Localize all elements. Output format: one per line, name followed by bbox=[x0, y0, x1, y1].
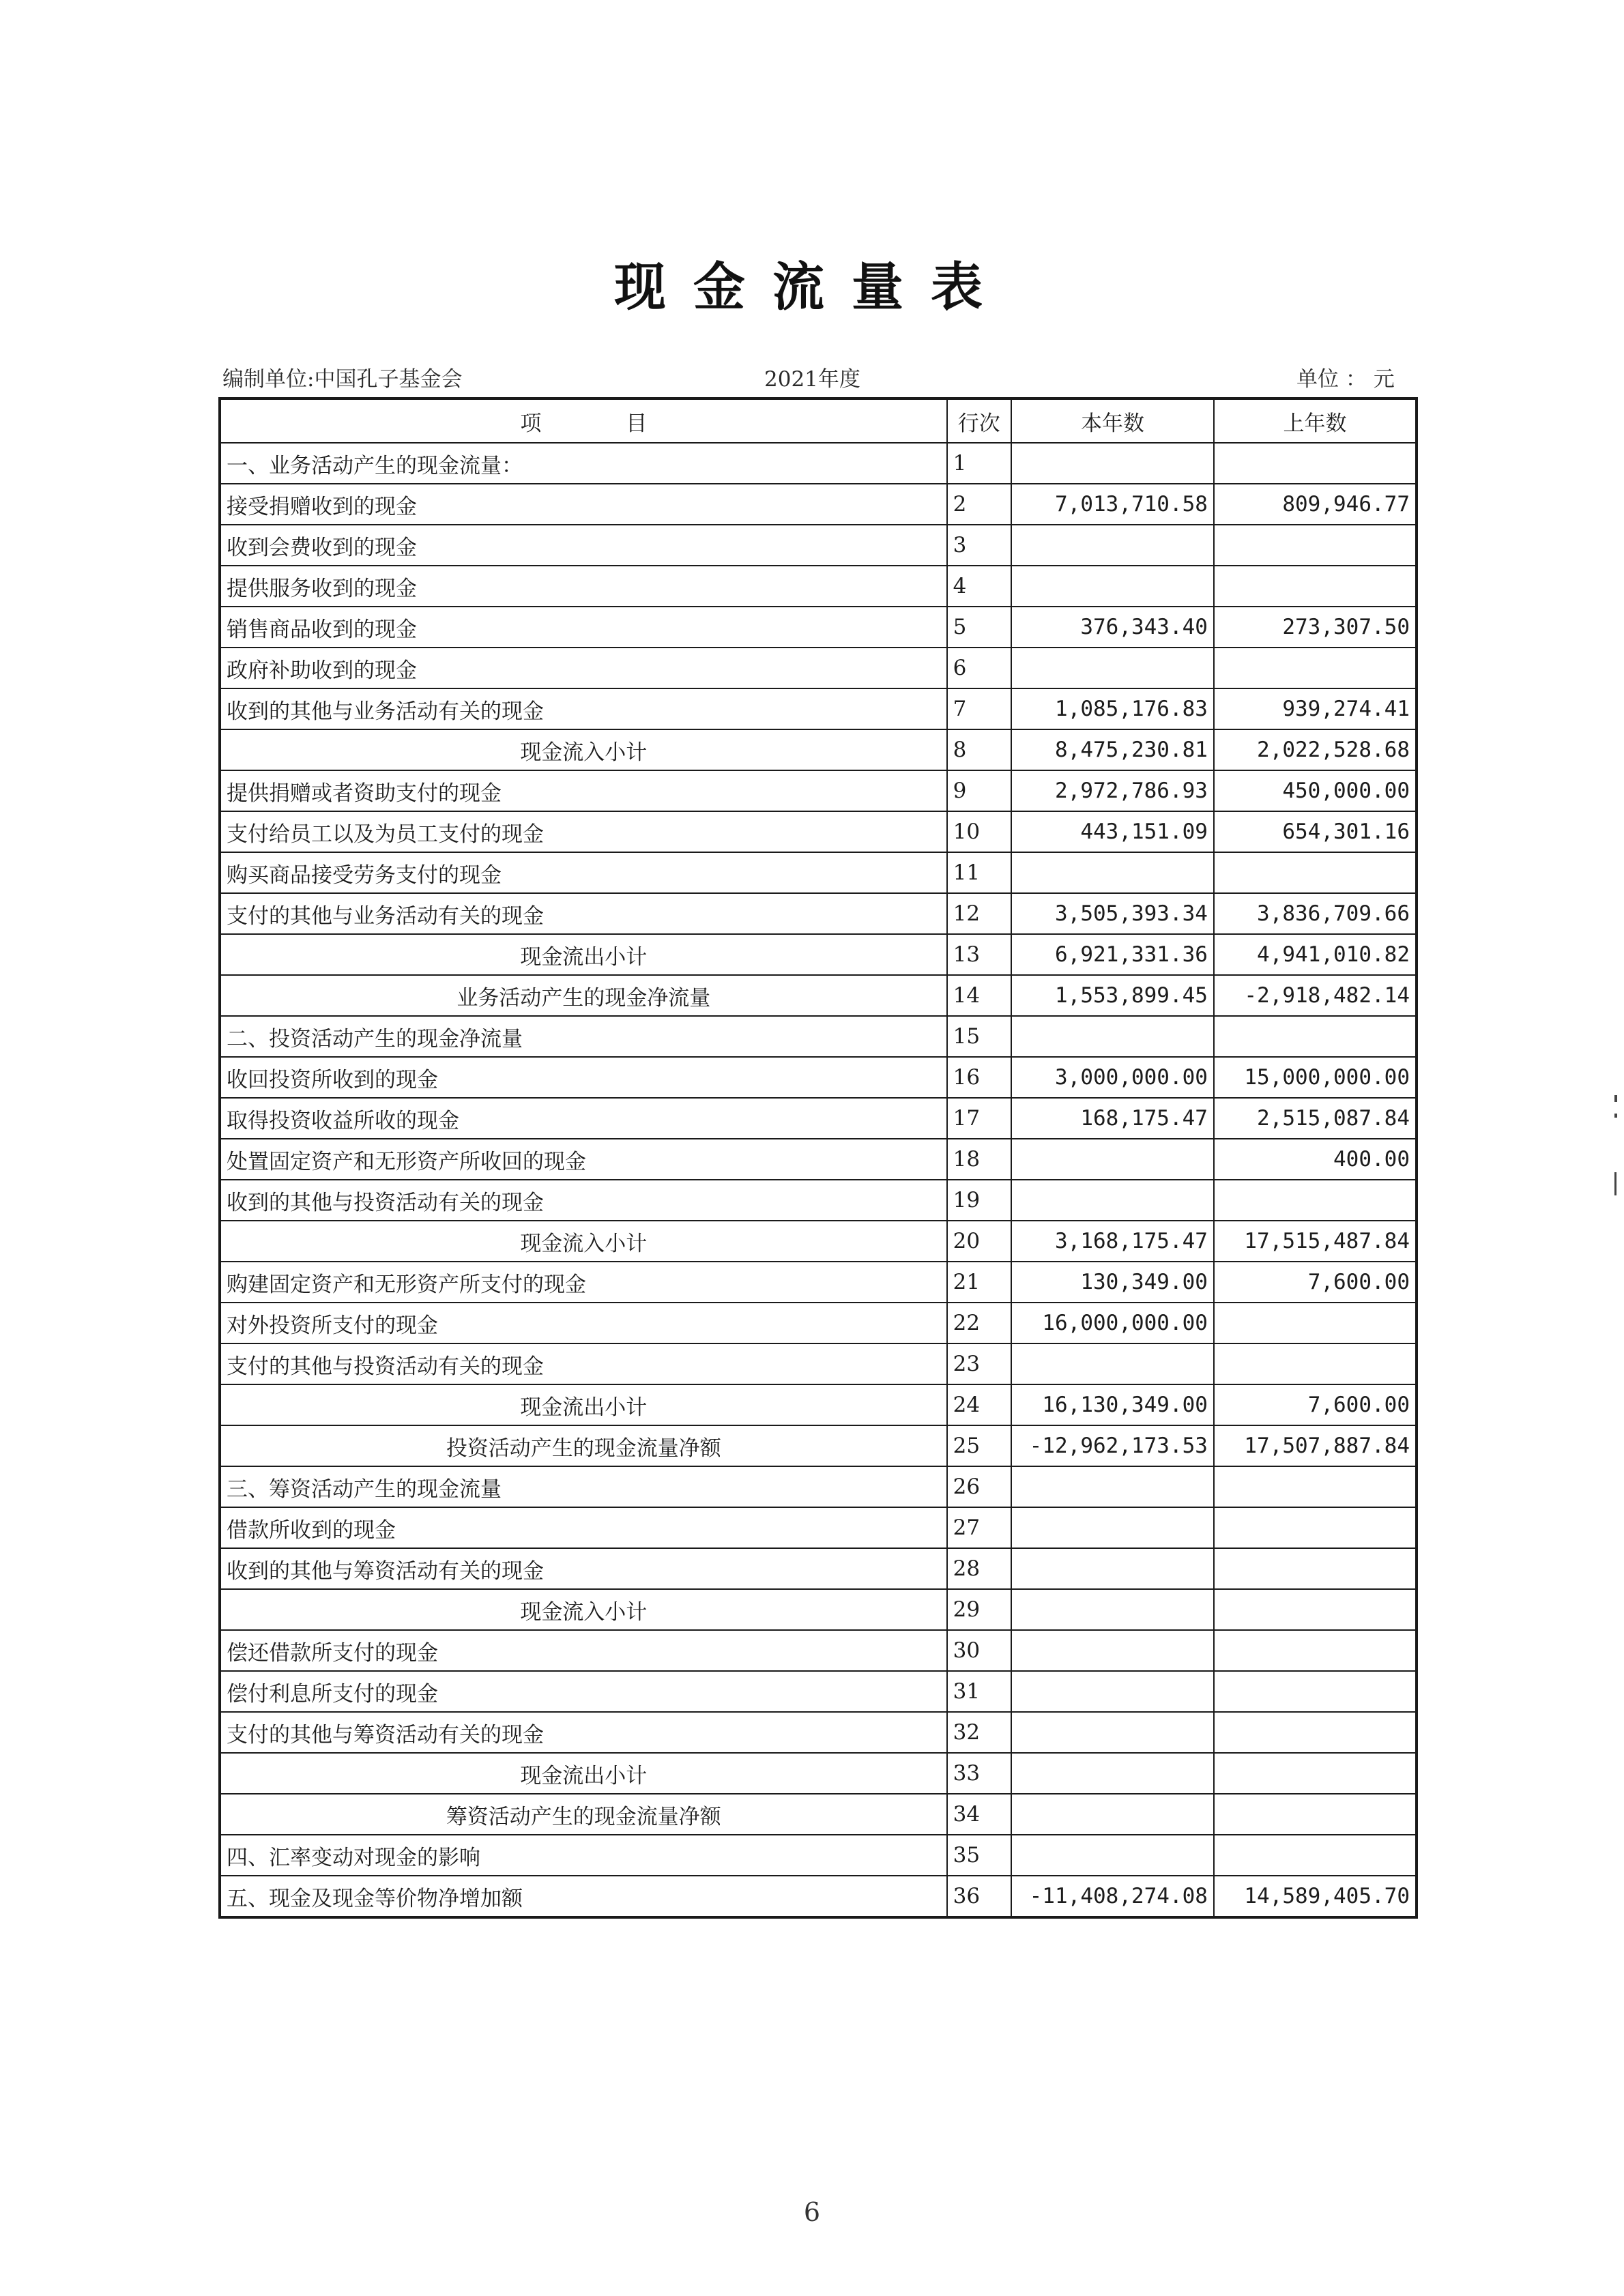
row-current-year-cell: -12,962,173.53 bbox=[1011, 1425, 1214, 1466]
row-item-cell: 收到的其他与投资活动有关的现金 bbox=[220, 1180, 947, 1221]
row-line-cell: 19 bbox=[947, 1180, 1011, 1221]
row-line-cell: 12 bbox=[947, 893, 1011, 934]
subtotal-row bbox=[220, 1425, 1417, 1466]
row-current-year-cell: 130,349.00 bbox=[1011, 1262, 1214, 1303]
table-row bbox=[220, 1139, 1417, 1180]
row-current-year-cell bbox=[1011, 1835, 1214, 1876]
row-line-cell: 21 bbox=[947, 1262, 1011, 1303]
row-previous-year-cell: 14,589,405.70 bbox=[1214, 1876, 1417, 1917]
row-item-cell: 提供捐赠或者资助支付的现金 bbox=[220, 770, 947, 811]
row-previous-year-cell bbox=[1214, 525, 1417, 566]
row-current-year-cell: 3,505,393.34 bbox=[1011, 893, 1214, 934]
row-previous-year-cell bbox=[1214, 1507, 1417, 1548]
row-item-cell: 收到的其他与筹资活动有关的现金 bbox=[220, 1548, 947, 1589]
table-row bbox=[220, 1712, 1417, 1753]
row-previous-year-cell: 400.00 bbox=[1214, 1139, 1417, 1180]
row-line-cell: 36 bbox=[947, 1876, 1011, 1917]
row-current-year-cell: 3,000,000.00 bbox=[1011, 1057, 1214, 1098]
row-line-cell: 29 bbox=[947, 1589, 1011, 1630]
row-previous-year-cell bbox=[1214, 1794, 1417, 1835]
row-current-year-cell bbox=[1011, 1507, 1214, 1548]
subtotal-row bbox=[220, 1753, 1417, 1794]
row-line-cell: 5 bbox=[947, 607, 1011, 648]
row-line-cell: 35 bbox=[947, 1835, 1011, 1876]
row-previous-year-cell: 17,515,487.84 bbox=[1214, 1221, 1417, 1262]
row-line-cell: 33 bbox=[947, 1753, 1011, 1794]
subtotal-row bbox=[220, 1384, 1417, 1425]
table-row bbox=[220, 1057, 1417, 1098]
fiscal-year: 2021年度 bbox=[764, 367, 860, 392]
table-header-row bbox=[220, 398, 1417, 443]
row-line-cell: 4 bbox=[947, 566, 1011, 607]
column-header-current-year: 本年数 bbox=[1011, 398, 1214, 443]
row-item-cell: 支付的其他与业务活动有关的现金 bbox=[220, 893, 947, 934]
row-current-year-cell bbox=[1011, 1753, 1214, 1794]
reporting-unit: 编制单位:中国孔子基金会 bbox=[222, 367, 463, 392]
row-line-cell: 15 bbox=[947, 1016, 1011, 1057]
row-line-cell: 8 bbox=[947, 729, 1011, 770]
row-item-cell: 支付给员工以及为员工支付的现金 bbox=[220, 811, 947, 852]
row-item-cell: 收回投资所收到的现金 bbox=[220, 1057, 947, 1098]
row-item-cell: 处置固定资产和无形资产所收回的现金 bbox=[220, 1139, 947, 1180]
row-current-year-cell: 3,168,175.47 bbox=[1011, 1221, 1214, 1262]
table-row bbox=[220, 1180, 1417, 1221]
row-current-year-cell bbox=[1011, 1548, 1214, 1589]
row-item-cell: 现金流出小计 bbox=[220, 1753, 947, 1794]
table-row bbox=[220, 1303, 1417, 1343]
row-current-year-cell: -11,408,274.08 bbox=[1011, 1876, 1214, 1917]
row-item-cell: 偿付利息所支付的现金 bbox=[220, 1671, 947, 1712]
table-row bbox=[220, 1548, 1417, 1589]
row-current-year-cell: 1,553,899.45 bbox=[1011, 975, 1214, 1016]
table-row bbox=[220, 484, 1417, 525]
row-previous-year-cell bbox=[1214, 1712, 1417, 1753]
row-line-cell: 17 bbox=[947, 1098, 1011, 1139]
row-previous-year-cell: 15,000,000.00 bbox=[1214, 1057, 1417, 1098]
row-current-year-cell: 168,175.47 bbox=[1011, 1098, 1214, 1139]
table-row bbox=[220, 1098, 1417, 1139]
row-current-year-cell: 1,085,176.83 bbox=[1011, 688, 1214, 729]
row-item-cell: 现金流入小计 bbox=[220, 729, 947, 770]
row-item-cell: 业务活动产生的现金净流量 bbox=[220, 975, 947, 1016]
scan-mark bbox=[1614, 1114, 1617, 1118]
row-previous-year-cell bbox=[1214, 1303, 1417, 1343]
row-line-cell: 24 bbox=[947, 1384, 1011, 1425]
table-row bbox=[220, 1630, 1417, 1671]
row-previous-year-cell: 654,301.16 bbox=[1214, 811, 1417, 852]
row-line-cell: 20 bbox=[947, 1221, 1011, 1262]
row-line-cell: 34 bbox=[947, 1794, 1011, 1835]
table-row bbox=[220, 525, 1417, 566]
row-current-year-cell: 16,000,000.00 bbox=[1011, 1303, 1214, 1343]
row-previous-year-cell: 2,515,087.84 bbox=[1214, 1098, 1417, 1139]
row-line-cell: 6 bbox=[947, 648, 1011, 688]
row-line-cell: 2 bbox=[947, 484, 1011, 525]
table-row bbox=[220, 1507, 1417, 1548]
row-item-cell: 现金流出小计 bbox=[220, 1384, 947, 1425]
row-previous-year-cell: 450,000.00 bbox=[1214, 770, 1417, 811]
row-item-cell: 接受捐赠收到的现金 bbox=[220, 484, 947, 525]
row-line-cell: 10 bbox=[947, 811, 1011, 852]
page-number: 6 bbox=[803, 2197, 821, 2227]
row-previous-year-cell bbox=[1214, 566, 1417, 607]
row-item-cell: 五、现金及现金等价物净增加额 bbox=[220, 1876, 947, 1917]
row-previous-year-cell: 4,941,010.82 bbox=[1214, 934, 1417, 975]
row-line-cell: 22 bbox=[947, 1303, 1011, 1343]
row-item-cell: 购买商品接受劳务支付的现金 bbox=[220, 852, 947, 893]
row-line-cell: 31 bbox=[947, 1671, 1011, 1712]
row-current-year-cell bbox=[1011, 1466, 1214, 1507]
row-line-cell: 1 bbox=[947, 443, 1011, 484]
subtotal-row bbox=[220, 1221, 1417, 1262]
row-previous-year-cell bbox=[1214, 1466, 1417, 1507]
row-line-cell: 18 bbox=[947, 1139, 1011, 1180]
row-current-year-cell bbox=[1011, 852, 1214, 893]
row-current-year-cell bbox=[1011, 443, 1214, 484]
row-previous-year-cell: 3,836,709.66 bbox=[1214, 893, 1417, 934]
row-previous-year-cell bbox=[1214, 648, 1417, 688]
row-previous-year-cell bbox=[1214, 1671, 1417, 1712]
row-item-cell: 销售商品收到的现金 bbox=[220, 607, 947, 648]
row-current-year-cell bbox=[1011, 566, 1214, 607]
subtotal-row bbox=[220, 1794, 1417, 1835]
row-previous-year-cell bbox=[1214, 1589, 1417, 1630]
row-line-cell: 28 bbox=[947, 1548, 1011, 1589]
row-current-year-cell bbox=[1011, 1671, 1214, 1712]
row-previous-year-cell: 939,274.41 bbox=[1214, 688, 1417, 729]
column-header-item: 项 目 bbox=[220, 398, 947, 443]
table-row bbox=[220, 607, 1417, 648]
table-row bbox=[220, 566, 1417, 607]
row-previous-year-cell bbox=[1214, 1343, 1417, 1384]
subtotal-row bbox=[220, 1589, 1417, 1630]
table-row bbox=[220, 811, 1417, 852]
table-row bbox=[220, 648, 1417, 688]
row-item-cell: 投资活动产生的现金流量净额 bbox=[220, 1425, 947, 1466]
table-row bbox=[220, 1466, 1417, 1507]
table-row bbox=[220, 443, 1417, 484]
row-item-cell: 四、汇率变动对现金的影响 bbox=[220, 1835, 947, 1876]
table-row bbox=[220, 1262, 1417, 1303]
row-previous-year-cell: 7,600.00 bbox=[1214, 1262, 1417, 1303]
row-item-cell: 对外投资所支付的现金 bbox=[220, 1303, 947, 1343]
row-item-cell: 现金流入小计 bbox=[220, 1589, 947, 1630]
row-current-year-cell bbox=[1011, 1589, 1214, 1630]
row-line-cell: 7 bbox=[947, 688, 1011, 729]
row-line-cell: 30 bbox=[947, 1630, 1011, 1671]
scan-mark bbox=[1614, 1172, 1616, 1195]
row-previous-year-cell bbox=[1214, 1835, 1417, 1876]
row-line-cell: 13 bbox=[947, 934, 1011, 975]
row-item-cell: 一、业务活动产生的现金流量： bbox=[220, 443, 947, 484]
cash-flow-table bbox=[218, 397, 1418, 1919]
subtotal-row bbox=[220, 729, 1417, 770]
row-previous-year-cell bbox=[1214, 1016, 1417, 1057]
row-current-year-cell bbox=[1011, 1016, 1214, 1057]
row-current-year-cell bbox=[1011, 1712, 1214, 1753]
row-current-year-cell: 2,972,786.93 bbox=[1011, 770, 1214, 811]
row-current-year-cell: 16,130,349.00 bbox=[1011, 1384, 1214, 1425]
row-current-year-cell: 376,343.40 bbox=[1011, 607, 1214, 648]
row-current-year-cell bbox=[1011, 648, 1214, 688]
row-previous-year-cell: 17,507,887.84 bbox=[1214, 1425, 1417, 1466]
table-row bbox=[220, 1835, 1417, 1876]
row-item-cell: 二、投资活动产生的现金净流量 bbox=[220, 1016, 947, 1057]
table-row bbox=[220, 1876, 1417, 1917]
row-item-cell: 购建固定资产和无形资产所支付的现金 bbox=[220, 1262, 947, 1303]
currency-unit: 单位 ： 元 bbox=[1296, 367, 1395, 392]
row-line-cell: 23 bbox=[947, 1343, 1011, 1384]
row-item-cell: 收到的其他与业务活动有关的现金 bbox=[220, 688, 947, 729]
row-line-cell: 32 bbox=[947, 1712, 1011, 1753]
row-item-cell: 政府补助收到的现金 bbox=[220, 648, 947, 688]
row-current-year-cell bbox=[1011, 1180, 1214, 1221]
row-current-year-cell bbox=[1011, 1630, 1214, 1671]
row-previous-year-cell: 273,307.50 bbox=[1214, 607, 1417, 648]
row-previous-year-cell bbox=[1214, 1753, 1417, 1794]
row-current-year-cell bbox=[1011, 1343, 1214, 1384]
row-item-cell: 现金流出小计 bbox=[220, 934, 947, 975]
row-current-year-cell: 6,921,331.36 bbox=[1011, 934, 1214, 975]
row-current-year-cell bbox=[1011, 1794, 1214, 1835]
row-previous-year-cell: 7,600.00 bbox=[1214, 1384, 1417, 1425]
row-previous-year-cell bbox=[1214, 1548, 1417, 1589]
row-current-year-cell bbox=[1011, 525, 1214, 566]
row-line-cell: 3 bbox=[947, 525, 1011, 566]
row-previous-year-cell: 2,022,528.68 bbox=[1214, 729, 1417, 770]
row-line-cell: 26 bbox=[947, 1466, 1011, 1507]
row-previous-year-cell bbox=[1214, 852, 1417, 893]
row-item-cell: 提供服务收到的现金 bbox=[220, 566, 947, 607]
row-line-cell: 14 bbox=[947, 975, 1011, 1016]
table-row bbox=[220, 688, 1417, 729]
row-line-cell: 27 bbox=[947, 1507, 1011, 1548]
row-previous-year-cell bbox=[1214, 1630, 1417, 1671]
row-previous-year-cell: -2,918,482.14 bbox=[1214, 975, 1417, 1016]
table-row bbox=[220, 852, 1417, 893]
column-header-previous-year: 上年数 bbox=[1214, 398, 1417, 443]
row-item-cell: 偿还借款所支付的现金 bbox=[220, 1630, 947, 1671]
row-current-year-cell bbox=[1011, 1139, 1214, 1180]
row-item-cell: 支付的其他与投资活动有关的现金 bbox=[220, 1343, 947, 1384]
row-previous-year-cell: 809,946.77 bbox=[1214, 484, 1417, 525]
row-item-cell: 三、筹资活动产生的现金流量 bbox=[220, 1466, 947, 1507]
column-header-line: 行次 bbox=[947, 398, 1011, 443]
subtotal-row bbox=[220, 934, 1417, 975]
row-item-cell: 取得投资收益所收的现金 bbox=[220, 1098, 947, 1139]
row-line-cell: 9 bbox=[947, 770, 1011, 811]
row-previous-year-cell bbox=[1214, 443, 1417, 484]
page-title: 现金流量表 bbox=[614, 257, 1010, 317]
table-row bbox=[220, 770, 1417, 811]
table-row bbox=[220, 1671, 1417, 1712]
row-previous-year-cell bbox=[1214, 1180, 1417, 1221]
row-line-cell: 25 bbox=[947, 1425, 1011, 1466]
row-current-year-cell: 8,475,230.81 bbox=[1011, 729, 1214, 770]
table-row bbox=[220, 893, 1417, 934]
row-current-year-cell: 7,013,710.58 bbox=[1011, 484, 1214, 525]
row-line-cell: 11 bbox=[947, 852, 1011, 893]
row-line-cell: 16 bbox=[947, 1057, 1011, 1098]
subtotal-row bbox=[220, 975, 1417, 1016]
row-item-cell: 借款所收到的现金 bbox=[220, 1507, 947, 1548]
row-item-cell: 支付的其他与筹资活动有关的现金 bbox=[220, 1712, 947, 1753]
scan-mark bbox=[1614, 1095, 1617, 1102]
row-item-cell: 现金流入小计 bbox=[220, 1221, 947, 1262]
table-row bbox=[220, 1016, 1417, 1057]
row-item-cell: 筹资活动产生的现金流量净额 bbox=[220, 1794, 947, 1835]
table-row bbox=[220, 1343, 1417, 1384]
row-item-cell: 收到会费收到的现金 bbox=[220, 525, 947, 566]
row-current-year-cell: 443,151.09 bbox=[1011, 811, 1214, 852]
